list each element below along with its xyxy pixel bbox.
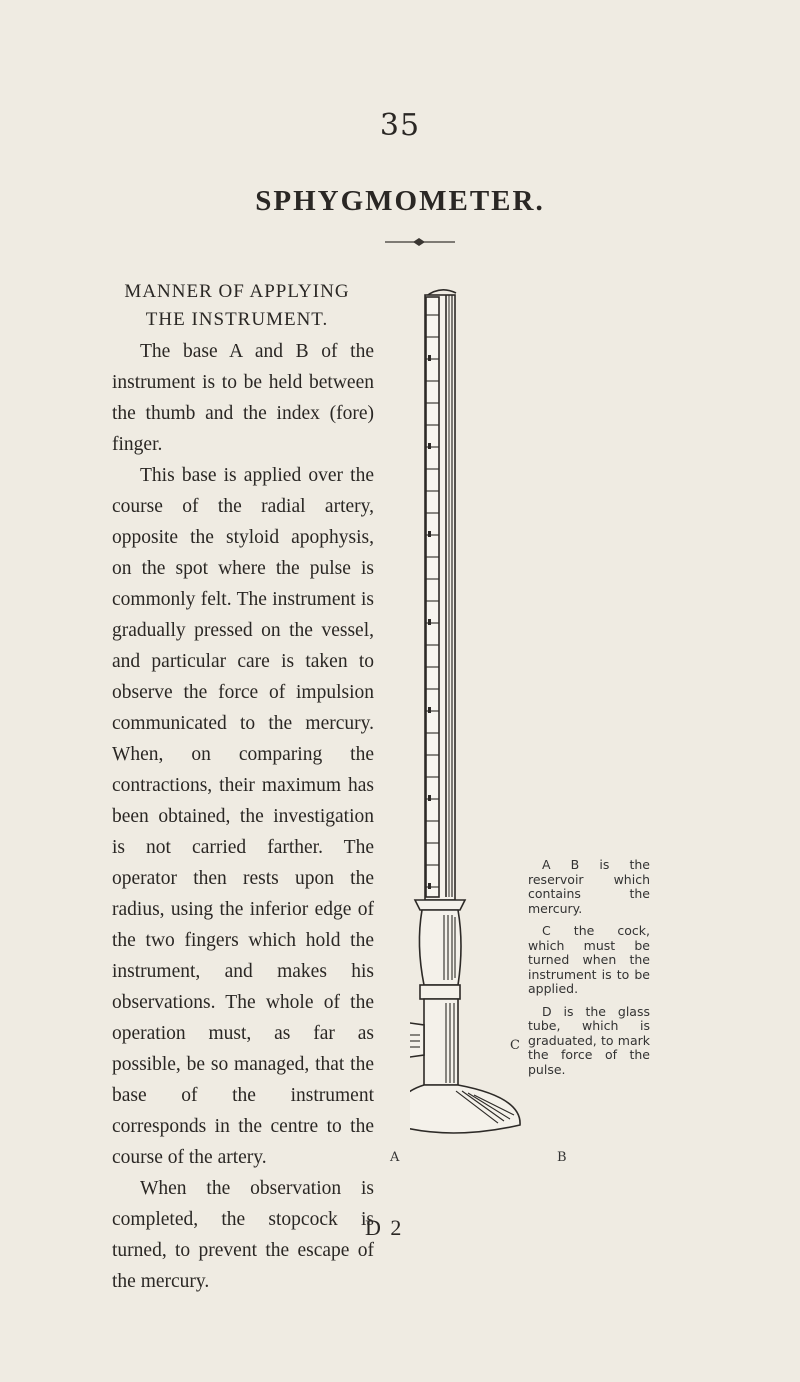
heading-line-2: THE INSTRUMENT.	[145, 309, 329, 330]
label-b: B	[557, 1150, 567, 1165]
sphygmometer-illustration	[410, 285, 535, 1135]
label-a: A	[390, 1150, 400, 1165]
heading-line-1: MANNER OF APPLYING	[124, 281, 350, 302]
caption-c: C the cock, which must be turned when the instrument is to be applied.	[528, 923, 650, 996]
figure-caption	[528, 858, 650, 1077]
signature-mark: D 2	[365, 1215, 404, 1240]
page-title: SPHYGMOMETER.	[255, 185, 545, 217]
body-text	[112, 336, 374, 1297]
page-number: 35	[379, 108, 421, 143]
paragraph-1: The base A and B of the instrument is to be held between the thumb and the index (fore) finger.	[112, 341, 374, 455]
caption-d: D is the glass tube, which is graduated, to mark the force of the pulse.	[528, 1003, 650, 1077]
ornament-divider-icon	[385, 236, 455, 248]
paragraph-3: When the observation is completed, the stopcock is turned, to prevent the escape of the mercury.	[112, 1178, 374, 1292]
section-heading	[115, 278, 359, 334]
label-c: C	[510, 1038, 520, 1053]
caption-ab: A B is the reservoir which contains the mercury.	[528, 857, 650, 916]
paragraph-2: This base is applied over the course of the radial artery, opposite the styloid apophysis, on the spot where the pulse is commonly felt. The instrument is gradually pressed on the vessel, and particular care is taken to observe the force of impulsion communicated to the mercury. When, on comparing the contractions, their maximum has been obtained, the investigation is not carried farther. The operator then rests upon the radius, using the inferior edge of the two fingers which hold the instrument, and makes his observations. The whole of the operation must, as far as possible, be so managed, that the base of the instrument corresponds in the centre to the course of the artery.	[112, 465, 374, 1168]
